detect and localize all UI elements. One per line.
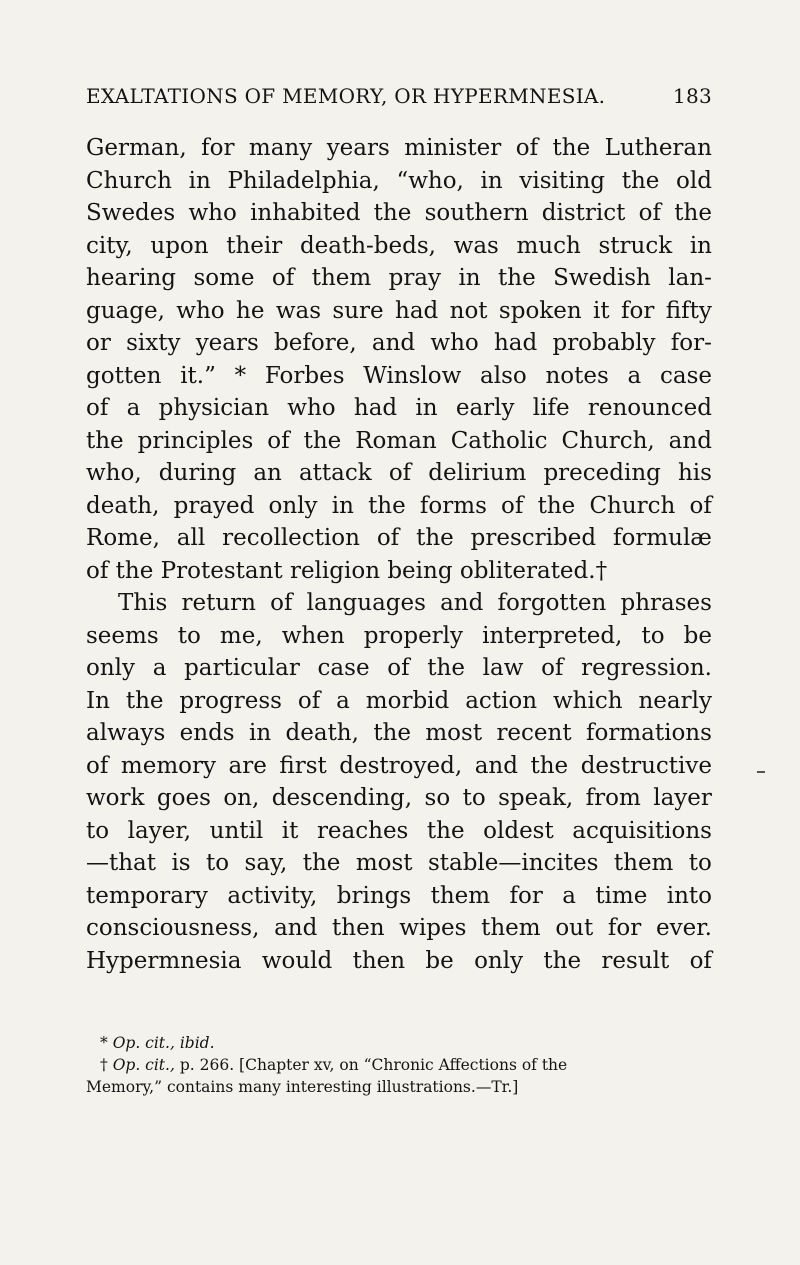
word: layer (653, 785, 712, 811)
word: the (302, 850, 341, 876)
word: of (501, 492, 524, 519)
word: also (480, 362, 527, 389)
word: Roman (355, 427, 437, 454)
text-line (86, 490, 712, 523)
word: formations (585, 720, 712, 746)
word: lan- (668, 265, 712, 291)
word: and (371, 330, 416, 356)
word: spoken (498, 297, 582, 324)
text-line (86, 457, 712, 490)
word: Rome, (86, 525, 160, 551)
word: acquisitions (572, 817, 712, 844)
word: progress (179, 687, 282, 714)
word: the (427, 655, 465, 681)
word: properly (363, 622, 464, 649)
word: years (195, 330, 259, 356)
word: reaches (316, 817, 409, 844)
word: then (352, 947, 406, 974)
word: say, (244, 850, 288, 876)
page-number: 183 (672, 84, 712, 108)
word: descending, (271, 785, 413, 811)
word: for (509, 882, 543, 909)
word: layer, (127, 817, 192, 844)
word: visiting (519, 167, 606, 194)
word: in (331, 492, 354, 519)
word: out (555, 915, 594, 941)
text-line (86, 620, 712, 653)
text-line (86, 295, 712, 328)
text-line (86, 425, 712, 458)
word: most (355, 850, 413, 876)
word: the (373, 200, 412, 226)
word: and (274, 915, 318, 941)
word: be (425, 947, 454, 974)
paragraph-start-line (86, 587, 712, 620)
paragraph-end-line: of the Protestant religion being obliterated.† (86, 557, 608, 584)
word: it (593, 297, 610, 324)
word: was (275, 297, 322, 324)
word: then (332, 915, 385, 941)
word: Lutheran (604, 135, 712, 161)
text-line (86, 327, 712, 360)
word: was (453, 232, 499, 259)
word: who (176, 297, 225, 324)
word: German, (86, 135, 187, 161)
word: activity, (227, 882, 318, 909)
word: of (271, 265, 295, 291)
word: the (498, 265, 536, 291)
word: me, (219, 622, 263, 649)
word: * (234, 362, 247, 389)
word: goes (156, 785, 211, 811)
word: which (552, 687, 623, 714)
text-line (86, 717, 712, 750)
word: much (516, 232, 581, 259)
word: in (458, 265, 481, 291)
word: for (621, 297, 655, 324)
word: of (267, 427, 290, 454)
word: pray (388, 265, 442, 291)
word: Winslow (363, 362, 462, 389)
word: the (537, 492, 576, 519)
word: fifty (665, 297, 712, 324)
word: the (368, 492, 406, 519)
word: upon (150, 232, 209, 259)
text-line (86, 750, 712, 783)
word: the (303, 427, 342, 454)
word: of (689, 492, 712, 519)
word: had (493, 330, 538, 356)
word: of (86, 395, 109, 421)
word: are (228, 752, 267, 779)
word: prescribed (470, 525, 597, 551)
text-line (86, 392, 712, 425)
text-line (86, 847, 712, 880)
footnote-mark: † (100, 1056, 108, 1074)
word: an (253, 460, 282, 486)
word: many (248, 135, 313, 161)
word: formulæ (612, 525, 712, 551)
word: delirium (428, 460, 527, 486)
word: temporary (86, 882, 208, 909)
word: only (268, 492, 318, 519)
word: life (532, 395, 570, 421)
word: This (118, 590, 168, 616)
word: them (613, 850, 674, 876)
word: early (455, 395, 515, 421)
word: forms (419, 492, 487, 519)
word: them (481, 915, 541, 941)
word: who (287, 395, 336, 421)
word: of (541, 655, 564, 681)
word: phrases (620, 590, 712, 616)
footnote-citation-rest: ibid. (179, 1034, 215, 1052)
word: to (641, 622, 665, 649)
footnote-2 (86, 1054, 712, 1076)
word: in (689, 232, 712, 259)
word: of (515, 135, 539, 161)
footnote-1 (86, 1032, 712, 1054)
word: for- (670, 330, 712, 356)
word: the (373, 720, 411, 746)
word: of (86, 752, 109, 779)
word: a (126, 395, 141, 421)
word: to (688, 850, 712, 876)
word: Philadelphia, (227, 167, 380, 194)
word: would (261, 947, 333, 974)
word: Forbes (264, 362, 345, 389)
word: result (601, 947, 670, 974)
word: case (317, 655, 370, 681)
word: principles (137, 427, 254, 454)
word: sure (332, 297, 384, 324)
word: inhabited (250, 200, 361, 226)
word: forgotten (497, 590, 607, 616)
word: action (465, 687, 538, 714)
word: their (226, 232, 283, 259)
word: to (462, 785, 486, 811)
word: wipes (399, 915, 467, 941)
word: the (674, 200, 712, 226)
word: to (206, 850, 230, 876)
word: work (86, 785, 145, 811)
word: old (676, 167, 712, 194)
text-line (86, 652, 712, 685)
text-line (86, 880, 712, 913)
word: for (607, 915, 642, 941)
word: attack (298, 460, 372, 486)
text-line (86, 360, 712, 393)
word: notes (545, 362, 609, 389)
word: in (248, 720, 272, 746)
text-line (86, 815, 712, 848)
word: them (430, 882, 491, 909)
word: Hypermnesia (86, 947, 242, 974)
word: city, (86, 232, 133, 259)
word: time (595, 882, 648, 909)
word: who (188, 200, 237, 226)
word: some (193, 265, 255, 291)
word: sixty (126, 330, 181, 356)
word: had (395, 297, 439, 324)
word: the (552, 135, 591, 161)
word: death, (285, 720, 359, 746)
word: most (425, 720, 483, 746)
word: renounced (587, 395, 712, 421)
word: it.” (180, 362, 216, 389)
word: always (86, 720, 166, 746)
word: “who, (396, 167, 464, 194)
word: of (297, 687, 321, 714)
word: physician (158, 395, 270, 421)
word: minister (404, 135, 502, 161)
word: be (683, 622, 712, 649)
word: brings (336, 882, 412, 909)
word: and (668, 427, 712, 454)
word: of (270, 590, 293, 616)
word: interpreted, (482, 622, 623, 649)
word: in (415, 395, 438, 421)
word: for (201, 135, 235, 161)
word: the (125, 687, 164, 714)
word: who, (86, 460, 142, 486)
word: his (677, 460, 712, 486)
footnote-citation: Op. cit., (112, 1034, 175, 1052)
word: the (416, 525, 454, 551)
word: only (474, 947, 524, 974)
word: district (541, 200, 626, 226)
word: prayed (173, 492, 255, 519)
word: during (158, 460, 237, 486)
word: case (659, 362, 712, 389)
word: into (666, 882, 712, 909)
text-line (86, 197, 712, 230)
word: recollection (222, 525, 360, 551)
word: return (181, 590, 256, 616)
word: and (474, 752, 518, 779)
word: he (236, 297, 265, 324)
word: to (86, 817, 110, 844)
word: Swedes (86, 200, 176, 226)
word: a (627, 362, 642, 389)
word: Church, (561, 427, 655, 454)
word: memory (120, 752, 216, 779)
footnote-2-continuation: Memory,” contains many interesting illustrations.—Tr.] (86, 1078, 519, 1096)
word: guage, (86, 297, 165, 324)
word: who (430, 330, 479, 356)
footnote-citation: Op. cit., (112, 1056, 175, 1074)
word: until (209, 817, 264, 844)
word: death-beds, (299, 232, 436, 259)
word: years (326, 135, 390, 161)
footnotes (86, 1032, 712, 1098)
page-header (86, 84, 712, 108)
word: a (562, 882, 576, 909)
word: the (86, 427, 124, 454)
word: probably (552, 330, 656, 356)
word: preceding (543, 460, 661, 486)
word: the (530, 752, 569, 779)
word: —that (86, 850, 157, 876)
word: recent (496, 720, 572, 746)
word: in (480, 167, 503, 194)
word: the (426, 817, 465, 844)
word: the (543, 947, 582, 974)
word: a (336, 687, 350, 714)
word: Church (589, 492, 676, 519)
word: particular (184, 655, 300, 681)
text-line (86, 685, 712, 718)
footnote-text: p. 266. [Chapter xv, on “Chronic Affections of the (179, 1056, 568, 1074)
word: had (353, 395, 398, 421)
text-line (86, 262, 712, 295)
word: not (449, 297, 488, 324)
word: or (86, 330, 111, 356)
word: Catholic (450, 427, 548, 454)
word: death, (86, 492, 160, 519)
word: from (585, 785, 641, 811)
word: first (279, 752, 327, 779)
text-line (86, 132, 712, 165)
word: Church (86, 167, 172, 194)
word: seems (86, 622, 159, 649)
word: all (176, 525, 206, 551)
word: southern (424, 200, 529, 226)
word: of (689, 947, 712, 974)
footnote-mark: * (100, 1034, 108, 1052)
word: only (86, 655, 136, 681)
word: of (387, 655, 410, 681)
word: of (376, 525, 400, 551)
text-line (86, 912, 712, 945)
word: speak, (498, 785, 574, 811)
word: gotten (86, 362, 162, 389)
text-line (86, 945, 712, 978)
text-line (86, 230, 712, 263)
word: nearly (638, 687, 712, 714)
word: on, (223, 785, 260, 811)
margin-mark (757, 771, 765, 773)
word: consciousness, (86, 915, 260, 941)
word: In (86, 687, 110, 714)
word: and (440, 590, 484, 616)
word: stable—incites (427, 850, 599, 876)
word: the (621, 167, 660, 194)
word: to (177, 622, 201, 649)
running-title: EXALTATIONS OF MEMORY, OR HYPERMNESIA. (86, 84, 606, 108)
word: destructive (580, 752, 712, 779)
word: languages (306, 590, 426, 616)
word: destroyed, (339, 752, 463, 779)
word: in (188, 167, 211, 194)
word: is (171, 850, 191, 876)
word: them (311, 265, 372, 291)
word: when (281, 622, 345, 649)
text-line (86, 522, 712, 555)
word: before, (274, 330, 357, 356)
body-text (86, 132, 712, 977)
word: law (482, 655, 524, 681)
text-line (86, 165, 712, 198)
word: it (281, 817, 299, 844)
word: struck (598, 232, 673, 259)
word: ends (179, 720, 235, 746)
word: hearing (86, 265, 177, 291)
word: regression. (581, 655, 712, 681)
word: Swedish (553, 265, 651, 291)
word: so (424, 785, 451, 811)
word: morbid (365, 687, 450, 714)
word: of (388, 460, 412, 486)
word: ever. (655, 915, 712, 941)
word: a (152, 655, 167, 681)
word: oldest (483, 817, 554, 844)
text-line (86, 782, 712, 815)
word: of (638, 200, 662, 226)
